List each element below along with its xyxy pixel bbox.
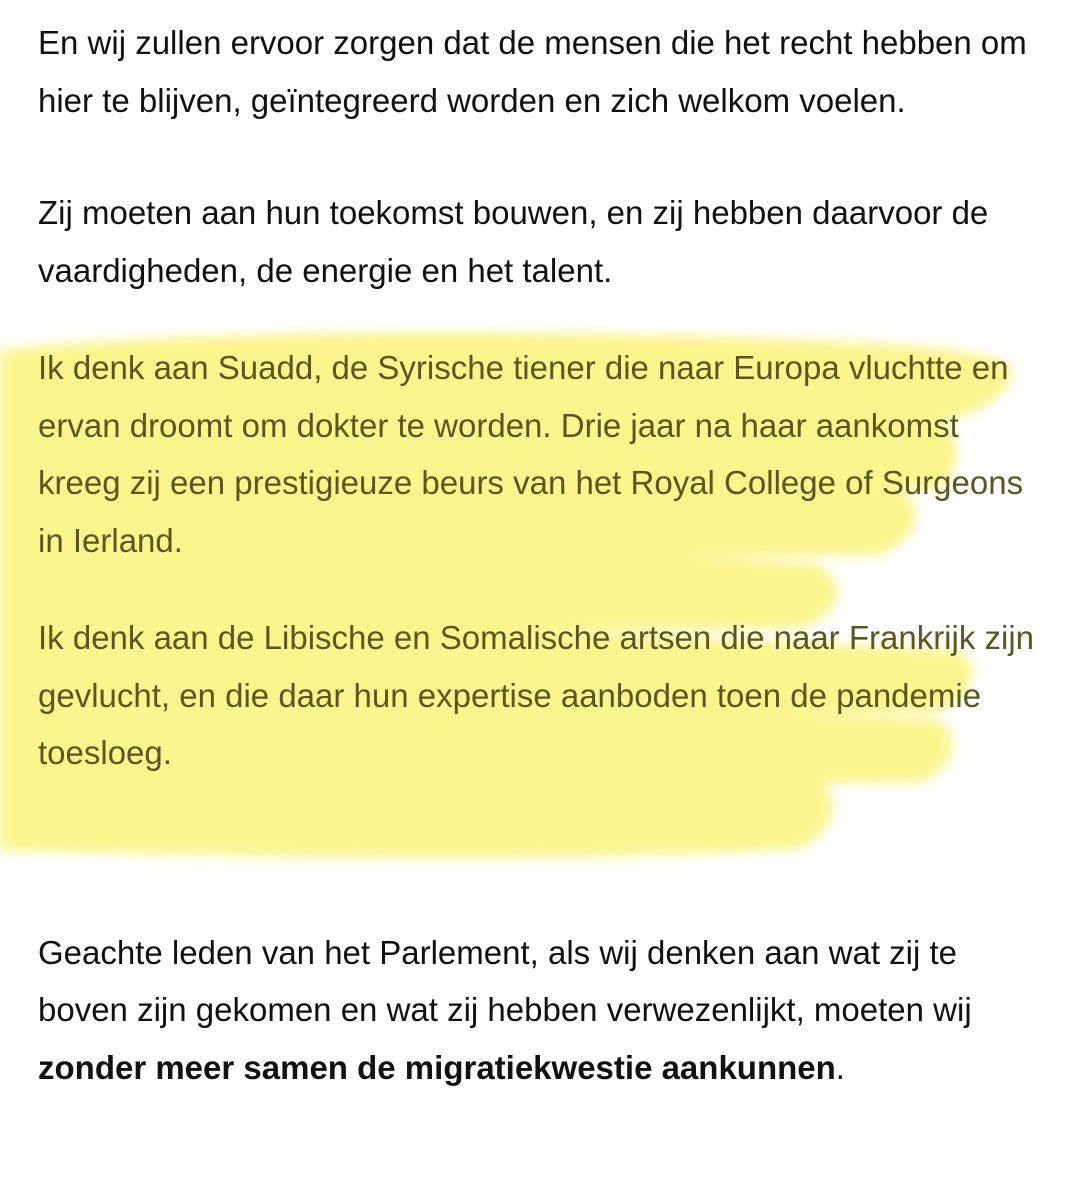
paragraph-1: En wij zullen ervoor zorgen dat de mensen die het recht hebben om hier te blijven, geïntegreerd worden en zich welkom voelen. xyxy=(38,24,1027,119)
paragraph-2: Zij moeten aan hun toekomst bouwen, en zij hebben daarvoor de vaardigheden, de energie en het talent. xyxy=(38,194,989,289)
paragraph-5 xyxy=(38,924,1038,1097)
paragraph-4-highlighted: Ik denk aan de Libische en Somalische artsen die naar Frankrijk zijn gevlucht, en die daar hun expertise aanboden toen de pandemie toesloeg. xyxy=(38,619,1035,771)
paragraph-3-highlighted: Ik denk aan Suadd, de Syrische tiener die naar Europa vluchtte en ervan droomt om dokter te worden. Drie jaar na haar aankomst kreeg zij een prestigieuze beurs van het Royal College of Surgeons in Ierland. xyxy=(38,349,1024,559)
paragraph-5-text: Geachte leden van het Parlement, als wij denken aan wat zij te boven zijn gekomen en wat zij hebben verwezenlijkt, moeten wij xyxy=(38,933,972,1028)
paragraph-5-period: . xyxy=(835,1048,845,1086)
document-body xyxy=(38,14,1038,1096)
paragraph-5-bold-text: zonder meer samen de migratiekwestie aankunnen xyxy=(38,1048,836,1086)
